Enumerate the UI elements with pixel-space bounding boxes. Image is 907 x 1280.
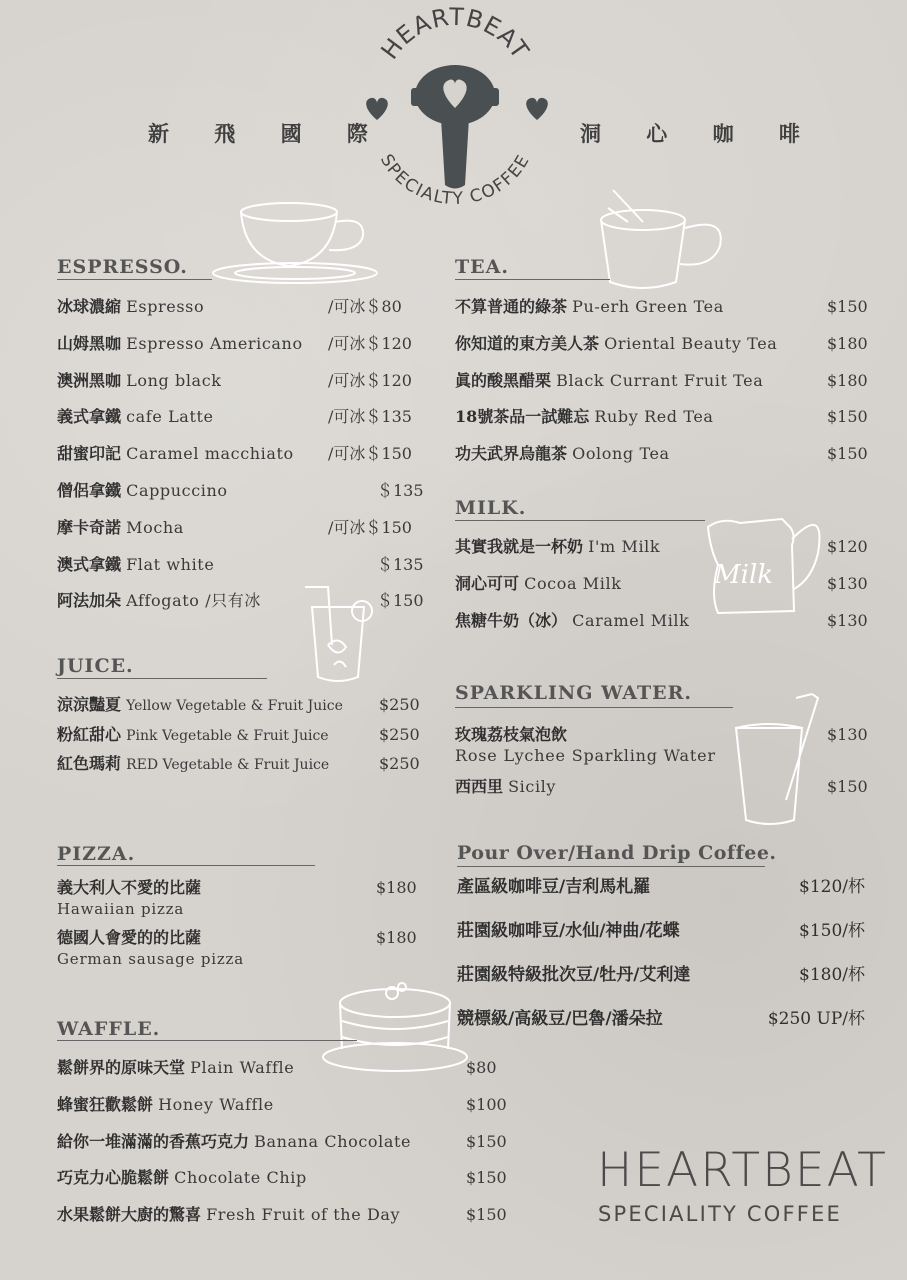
juice-item-name-cn: 涼涼豔夏 xyxy=(57,695,122,714)
espresso-item xyxy=(57,518,184,538)
sparkling-item xyxy=(455,777,556,797)
waffle-item-name-en: Plain Waffle xyxy=(190,1058,295,1077)
juice-item-name-cn: 紅色瑪莉 xyxy=(57,754,122,773)
heart-left-icon xyxy=(366,98,388,120)
drip-item-name: 莊園級咖啡豆/水仙/神曲/花蝶 xyxy=(457,921,680,941)
pizza-item-name-en: Hawaiian pizza xyxy=(57,900,185,918)
juice-item-name-en: Pink Vegetable & Fruit Juice xyxy=(126,728,329,744)
espresso-item-name-cn: 義式拿鐵 xyxy=(57,407,122,426)
brand-tagline: SPECIALITY COFFEE xyxy=(598,1202,842,1226)
milk-item xyxy=(455,537,660,557)
waffle-item xyxy=(57,1205,400,1225)
milk-jug-label: Milk xyxy=(714,560,774,590)
milk-item xyxy=(455,574,622,594)
espresso-item-name-cn: 甜蜜印記 xyxy=(57,444,122,463)
espresso-item-name-en: Caramel macchiato xyxy=(126,444,294,463)
espresso-item-name-en: Long black xyxy=(126,371,222,390)
juice-item-price: $250 xyxy=(379,725,420,744)
espresso-item-name-en: Espresso xyxy=(126,297,205,316)
juice-glass-sketch xyxy=(300,585,375,695)
heart-right-icon xyxy=(526,98,548,120)
espresso-item-name-en: Mocha xyxy=(126,518,184,537)
espresso-item-name-en: Cappuccino xyxy=(126,481,228,500)
drip-item-price: $180/杯 xyxy=(799,965,865,985)
pizza-item-name-en: German sausage pizza xyxy=(57,950,244,968)
waffle-item-name-cn: 鬆餅界的原味天堂 xyxy=(57,1058,186,1077)
espresso-item-name-cn: 冰球濃縮 xyxy=(57,297,122,316)
drip-item-price: $150/杯 xyxy=(799,921,865,941)
tea-item-price: $150 xyxy=(827,407,868,426)
waffle-item-price: $150 xyxy=(466,1205,507,1224)
waffle-item-price: $150 xyxy=(466,1168,507,1187)
juice-item-name-en: RED Vegetable & Fruit Juice xyxy=(126,757,330,773)
espresso-item xyxy=(57,371,222,391)
milk-item-name-cn: 洞心可可 xyxy=(455,574,520,593)
espresso-item xyxy=(57,407,214,427)
drip-item-name: 莊園級特級批次豆/牡丹/艾利達 xyxy=(457,965,691,985)
waffle-item-name-cn: 巧克力心脆鬆餅 xyxy=(57,1168,170,1187)
sparkling-item-name-cn: 西西里 xyxy=(455,777,504,796)
waffle-item xyxy=(57,1168,307,1188)
drip-item-price: $120/杯 xyxy=(799,877,865,897)
sparkling-item-name-en: Rose Lychee Sparkling Water xyxy=(455,746,716,765)
drip-item-name: 產區級咖啡豆/吉利馬札羅 xyxy=(457,877,651,897)
tea-item-price: $180 xyxy=(827,334,868,353)
espresso-item xyxy=(57,334,303,354)
milk-item-name-en: I'm Milk xyxy=(588,537,661,556)
tea-item xyxy=(455,371,763,391)
tea-item-price: $150 xyxy=(827,444,868,463)
waffle-item-name-en: Chocolate Chip xyxy=(174,1168,307,1187)
milk-section-title: MILK. xyxy=(455,497,527,519)
espresso-item-price: ＄150 xyxy=(377,591,424,610)
espresso-item-price: /可冰＄120 xyxy=(328,334,412,353)
tea-section-title: TEA. xyxy=(455,256,509,278)
waffle-item xyxy=(57,1095,274,1115)
tea-item xyxy=(455,444,670,464)
pizza-item-price: $180 xyxy=(376,928,417,947)
espresso-item xyxy=(57,444,294,464)
logo-top-text: HEARTBEAT xyxy=(375,2,535,65)
espresso-item-name-cn: 澳洲黑咖 xyxy=(57,371,122,390)
pizza-item-name-cn: 德國人會愛的的比薩 xyxy=(57,928,202,947)
milk-item-name-cn: 焦糖牛奶（冰） xyxy=(455,611,568,630)
sparkling-divider xyxy=(455,707,733,708)
espresso-item-price: /可冰＄150 xyxy=(328,444,412,463)
drip-divider xyxy=(457,866,765,867)
espresso-item-price: ＄135 xyxy=(377,555,424,574)
waffle-section-title: WAFFLE. xyxy=(57,1018,161,1040)
drip-section-title: Pour Over/Hand Drip Coffee. xyxy=(457,842,777,864)
waffle-item xyxy=(57,1132,411,1152)
juice-item-name-en: Yellow Vegetable & Fruit Juice xyxy=(126,698,343,714)
tea-item xyxy=(455,297,724,317)
espresso-item-name-en: Affogato /只有冰 xyxy=(126,591,261,610)
espresso-item-name-en: Flat white xyxy=(126,555,215,574)
espresso-divider xyxy=(57,279,212,280)
brand-name: HEARTBEAT xyxy=(597,1143,888,1198)
pizza-item-name-cn: 義大利人不愛的比薩 xyxy=(57,878,202,897)
tea-item-name-cn: 你知道的東方美人茶 xyxy=(455,334,600,353)
sparkling-item-price: $130 xyxy=(827,725,868,744)
espresso-item-name-cn: 僧侶拿鐵 xyxy=(57,481,122,500)
waffle-item-name-cn: 蜂蜜狂歡鬆餅 xyxy=(57,1095,154,1114)
espresso-item-price: /可冰＄135 xyxy=(328,407,412,426)
tea-item-name-cn: 功夫武界烏龍茶 xyxy=(455,444,568,463)
tea-item-name-cn: 眞的酸黑醋栗 xyxy=(455,371,552,390)
tea-item xyxy=(455,407,714,427)
milk-divider xyxy=(455,520,705,521)
pizza-section-title: PIZZA. xyxy=(57,843,136,865)
espresso-item-name-cn: 摩卡奇諾 xyxy=(57,518,122,537)
header-left-title: 新 飛 國 際 xyxy=(148,121,387,146)
waffle-item-price: $150 xyxy=(466,1132,507,1151)
waffle-item xyxy=(57,1058,294,1078)
waffle-item-price: $80 xyxy=(466,1058,497,1077)
espresso-item xyxy=(57,481,228,501)
sparkling-section-title: SPARKLING WATER. xyxy=(455,682,692,704)
espresso-item xyxy=(57,591,261,611)
tea-item-name-en: Pu-erh Green Tea xyxy=(572,297,724,316)
waffle-item-name-cn: 給你一堆滿滿的香蕉巧克力 xyxy=(57,1132,250,1151)
sparkling-item-price: $150 xyxy=(827,777,868,796)
header-right-title: 洞 心 咖 啡 xyxy=(580,121,819,146)
tea-item-name-en: Black Currant Fruit Tea xyxy=(556,371,764,390)
heartbeat-logo xyxy=(355,0,555,220)
milk-item-price: $130 xyxy=(827,611,868,630)
portafilter-icon xyxy=(411,65,499,189)
espresso-item xyxy=(57,555,214,575)
juice-item-price: $250 xyxy=(379,695,420,714)
espresso-item-name-cn: 山姆黑咖 xyxy=(57,334,122,353)
espresso-item-price: ＄135 xyxy=(377,481,424,500)
milk-item-price: $130 xyxy=(827,574,868,593)
tea-item-name-en: Ruby Red Tea xyxy=(594,407,714,426)
tea-item-name-cn: 18號茶品一試難忘 xyxy=(455,407,590,426)
espresso-item-name-en: Espresso Americano xyxy=(126,334,303,353)
drip-item-price: $250 UP/杯 xyxy=(767,1009,865,1029)
espresso-section-title: ESPRESSO. xyxy=(57,256,188,278)
tea-item-name-en: Oolong Tea xyxy=(572,444,670,463)
tea-item xyxy=(455,334,777,354)
espresso-item xyxy=(57,297,204,317)
milk-item-name-en: Cocoa Milk xyxy=(524,574,622,593)
tea-divider xyxy=(455,279,610,280)
juice-item xyxy=(57,725,329,746)
waffle-divider xyxy=(57,1040,357,1041)
tea-item-price: $150 xyxy=(827,297,868,316)
sparkling-glass-sketch xyxy=(732,690,822,830)
waffle-item-name-cn: 水果鬆餅大廚的驚喜 xyxy=(57,1205,202,1224)
juice-item xyxy=(57,695,343,716)
pizza-divider xyxy=(57,865,315,866)
milk-item xyxy=(455,611,689,631)
waffle-item-name-en: Honey Waffle xyxy=(158,1095,274,1114)
logo-bottom-text: SPECIALTY COFFEE xyxy=(375,150,535,210)
espresso-item-price: /可冰＄150 xyxy=(328,518,412,537)
juice-section-title: JUICE. xyxy=(57,655,134,677)
espresso-item-name-cn: 阿法加朵 xyxy=(57,591,122,610)
espresso-item-name-en: cafe Latte xyxy=(126,407,214,426)
milk-item-price: $120 xyxy=(827,537,868,556)
drip-item-name: 競標級/高級豆/巴魯/潘朵拉 xyxy=(457,1009,663,1029)
waffle-item-price: $100 xyxy=(466,1095,507,1114)
juice-item xyxy=(57,754,329,775)
espresso-item-name-cn: 澳式拿鐵 xyxy=(57,555,122,574)
juice-item-price: $250 xyxy=(379,754,420,773)
juice-divider xyxy=(57,678,267,679)
tea-item-name-en: Oriental Beauty Tea xyxy=(604,334,778,353)
juice-item-name-cn: 粉紅甜心 xyxy=(57,725,122,744)
sparkling-item-name-en: Sicily xyxy=(508,777,557,796)
coffee-cup-sketch xyxy=(205,198,385,288)
pancake-sketch xyxy=(320,975,470,1075)
tea-item-name-cn: 不算普通的綠茶 xyxy=(455,297,568,316)
waffle-item-name-en: Fresh Fruit of the Day xyxy=(206,1205,401,1224)
milk-item-name-en: Caramel Milk xyxy=(572,611,690,630)
tea-cup-sketch xyxy=(588,182,738,297)
espresso-item-price: /可冰＄120 xyxy=(328,371,412,390)
espresso-item-price: /可冰＄80 xyxy=(328,297,402,316)
milk-item-name-cn: 其實我就是一杯奶 xyxy=(455,537,584,556)
pizza-item-price: $180 xyxy=(376,878,417,897)
milk-jug-sketch xyxy=(700,505,825,620)
sparkling-item-name-cn: 玫瑰荔枝氣泡飲 xyxy=(455,725,568,744)
tea-item-price: $180 xyxy=(827,371,868,390)
waffle-item-name-en: Banana Chocolate xyxy=(254,1132,412,1151)
